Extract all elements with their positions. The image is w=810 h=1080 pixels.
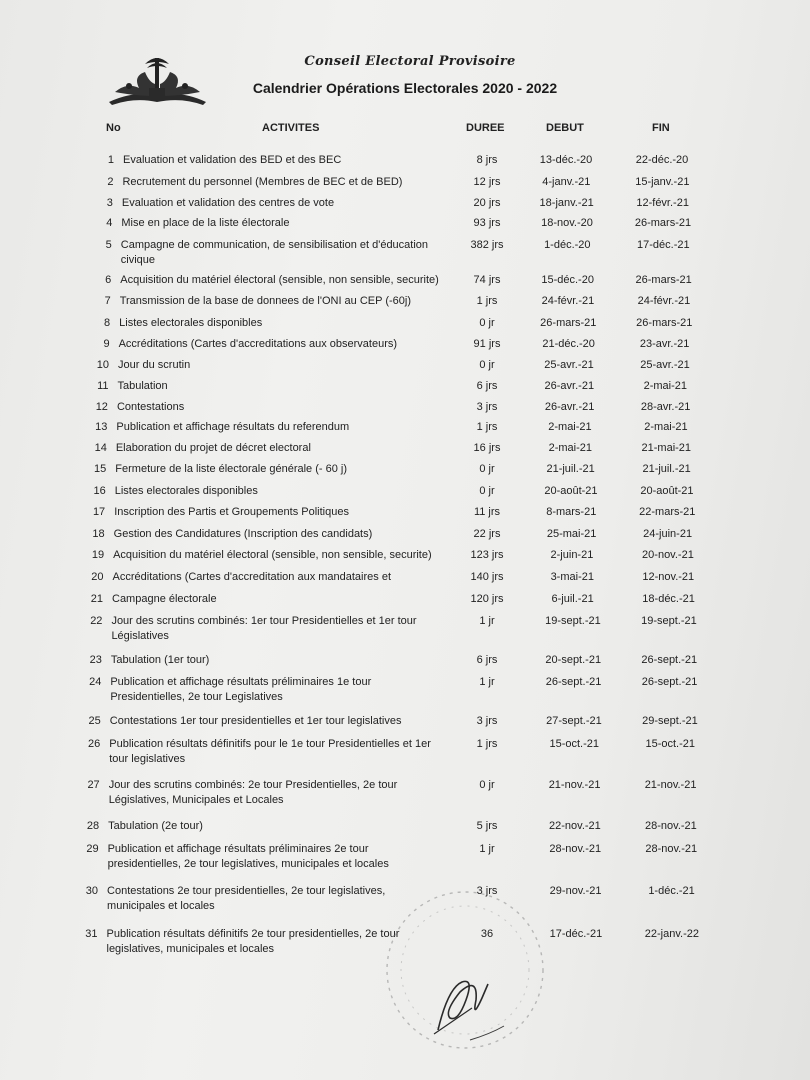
row-number: 26: [88, 738, 101, 750]
row-end-date: 24-févr.-21: [637, 295, 691, 307]
row-number: 15: [94, 463, 107, 475]
document-title: Calendrier Opérations Electorales 2020 - 2022: [252, 80, 558, 96]
council-name: Conseil Electoral Provisoire: [304, 54, 516, 69]
row-end-date: 26-mars-21: [636, 317, 693, 329]
row-number: 25: [88, 715, 101, 727]
row-activity: Elaboration du projet de décret electoral: [115, 442, 311, 454]
row-start-date: 15-déc.-20: [541, 274, 594, 286]
row-end-date: 29-sept.-21: [642, 715, 698, 727]
row-number: 4: [106, 217, 113, 229]
row-end-date: 22-déc.-20: [635, 154, 689, 166]
row-duration: 0 jr: [479, 779, 495, 791]
row-activity: Gestion des Candidatures (Inscription des candidats): [113, 528, 373, 540]
row-end-date: 15-oct.-21: [645, 738, 696, 750]
row-activity: Tabulation (1er tour): [110, 654, 210, 666]
header-activities: ACTIVITES: [262, 122, 320, 134]
row-end-date: 20-nov.-21: [642, 549, 694, 561]
row-end-date: 28-avr.-21: [640, 401, 691, 413]
row-start-date: 21-juil.-21: [546, 463, 595, 475]
row-end-date: 15-janv.-21: [635, 176, 690, 188]
row-activity: Contestations: [116, 401, 185, 413]
row-activity: Evaluation et validation des BED et des BEC: [123, 154, 342, 166]
row-activity: Jour des scrutins combinés: 2e tour Presidentielles, 2e tour Législatives, Municipales et Locales: [108, 779, 398, 806]
row-activity: Contestations 1er tour presidentielles et 1er tour legislatives: [109, 715, 402, 727]
row-start-date: 15-oct.-21: [549, 738, 600, 750]
row-start-date: 18-nov.-20: [541, 217, 593, 229]
row-duration: 12 jrs: [473, 176, 501, 188]
row-end-date: 19-sept.-21: [641, 615, 697, 627]
row-activity: Acquisition du matériel électoral (sensible, non sensible, securite): [113, 549, 432, 561]
row-number: 22: [90, 615, 103, 627]
row-number: 21: [90, 593, 103, 605]
row-end-date: 17-déc.-21: [637, 239, 690, 251]
row-activity: Tabulation: [117, 380, 168, 392]
row-number: 29: [86, 843, 99, 855]
row-end-date: 2-mai-21: [644, 421, 688, 433]
row-duration: 1 jr: [479, 676, 495, 688]
row-start-date: 6-juil.-21: [551, 593, 594, 605]
row-end-date: 21-mai-21: [641, 442, 692, 454]
row-duration: 0 jr: [479, 485, 495, 497]
row-activity: Recrutement du personnel (Membres de BEC et de BED): [122, 176, 403, 188]
row-duration: 140 jrs: [470, 571, 504, 583]
row-duration: 6 jrs: [476, 380, 498, 392]
row-number: 30: [85, 885, 99, 897]
row-activity: Accréditations (Cartes d'accreditation aux mandataires et: [112, 571, 392, 583]
row-duration: 6 jrs: [476, 654, 498, 666]
row-activity: Publication résultats définitifs 2e tour presidentielles, 2e tour legislatives, municipales et locales: [106, 928, 400, 955]
row-start-date: 26-avr.-21: [544, 380, 595, 392]
row-start-date: 28-nov.-21: [549, 843, 602, 855]
row-duration: 3 jrs: [476, 885, 498, 897]
row-number: 9: [103, 338, 110, 350]
row-activity: Jour des scrutins combinés: 1er tour Presidentielles et 1er tour Législatives: [111, 615, 417, 642]
row-end-date: 2-mai-21: [643, 380, 687, 392]
row-activity: Transmission de la base de donnees de l'ONI au CEP (-60j): [119, 295, 411, 307]
row-activity: Publication et affichage résultats du referendum: [116, 421, 350, 433]
row-number: 27: [87, 779, 100, 791]
row-activity: Acquisition du matériel électoral (sensible, non sensible, securite): [120, 274, 439, 286]
row-activity: Accréditations (Cartes d'accreditations aux observateurs): [118, 338, 398, 350]
row-activity: Campagne de communication, de sensibilisation et d'éducation civique: [120, 239, 429, 266]
row-start-date: 18-janv.-21: [539, 197, 594, 209]
row-duration: 0 jr: [479, 317, 495, 329]
row-start-date: 13-déc.-20: [539, 154, 593, 166]
row-duration: 0 jr: [479, 463, 495, 475]
row-activity: Tabulation (2e tour): [108, 820, 203, 832]
row-duration: 1 jrs: [476, 295, 498, 307]
row-number: 17: [92, 506, 106, 518]
row-activity: Publication et affichage résultats préliminaires 2e tour presidentielles, 2e tour legislatives, municipales et locales: [107, 843, 389, 870]
row-end-date: 22-mars-21: [639, 506, 696, 518]
row-start-date: 2-juin-21: [550, 549, 594, 561]
row-end-date: 18-déc.-21: [642, 593, 695, 605]
row-duration: 120 jrs: [470, 593, 504, 605]
row-number: 16: [93, 485, 106, 497]
row-start-date: 26-mars-21: [540, 317, 597, 329]
header-no: No: [106, 122, 121, 134]
row-start-date: 25-avr.-21: [544, 359, 594, 371]
row-duration: 1 jrs: [476, 421, 498, 433]
row-start-date: 29-nov.-21: [549, 885, 602, 897]
row-duration: 93 jrs: [473, 217, 501, 229]
row-activity: Contestations 2e tour presidentielles, 2e tour legislatives, municipales et locales: [107, 885, 386, 912]
row-number: 31: [85, 928, 98, 940]
row-start-date: 21-déc.-20: [542, 338, 595, 350]
row-duration: 382 jrs: [470, 239, 504, 251]
row-end-date: 12-nov.-21: [642, 571, 695, 583]
row-activity: Mise en place de la liste électorale: [121, 217, 290, 229]
row-duration: 91 jrs: [473, 338, 501, 350]
row-end-date: 26-mars-21: [634, 217, 692, 229]
row-number: 6: [105, 274, 112, 286]
row-duration: 20 jrs: [473, 197, 501, 209]
row-start-date: 3-mai-21: [550, 571, 594, 583]
row-number: 2: [107, 176, 114, 188]
row-end-date: 20-août-21: [640, 485, 694, 497]
row-activity: Campagne électorale: [112, 593, 217, 605]
row-start-date: 24-févr.-21: [541, 295, 595, 307]
row-start-date: 2-mai-21: [548, 421, 592, 433]
row-duration: 8 jrs: [476, 154, 498, 166]
row-duration: 3 jrs: [476, 401, 498, 413]
row-activity: Listes electorales disponibles: [114, 485, 258, 497]
row-end-date: 12-févr.-21: [636, 197, 689, 209]
row-end-date: 25-avr.-21: [640, 359, 690, 371]
coat-of-arms-logo: [105, 52, 210, 107]
header-end: FIN: [652, 122, 670, 134]
row-end-date: 26-sept.-21: [641, 676, 698, 688]
row-number: 7: [104, 295, 111, 307]
row-number: 28: [86, 820, 100, 832]
row-duration: 0 jr: [479, 359, 495, 371]
row-start-date: 26-avr.-21: [544, 401, 595, 413]
row-start-date: 20-août-21: [544, 485, 598, 497]
row-number: 14: [94, 442, 107, 454]
row-end-date: 26-mars-21: [635, 274, 692, 286]
row-start-date: 27-sept.-21: [546, 715, 602, 727]
row-end-date: 26-sept.-21: [641, 654, 698, 666]
row-activity: Evaluation et validation des centres de vote: [121, 197, 335, 209]
row-number: 8: [104, 317, 111, 329]
row-start-date: 20-sept.-21: [545, 654, 602, 666]
row-duration: 1 jr: [479, 615, 495, 627]
row-duration: 1 jr: [479, 843, 495, 855]
row-start-date: 26-sept.-21: [545, 676, 602, 688]
row-number: 5: [105, 239, 112, 251]
header-duration: DUREE: [466, 122, 505, 134]
row-end-date: 21-juil.-21: [642, 463, 691, 475]
row-end-date: 21-nov.-21: [644, 779, 697, 791]
row-number: 11: [97, 380, 109, 392]
row-number: 23: [89, 654, 102, 666]
row-start-date: 4-janv.-21: [542, 176, 591, 188]
row-activity: Jour du scrutin: [118, 359, 191, 371]
row-start-date: 1-déc.-20: [544, 239, 591, 251]
row-duration: 22 jrs: [473, 528, 501, 540]
row-start-date: 2-mai-21: [548, 442, 592, 454]
row-number: 13: [95, 421, 108, 433]
row-start-date: 19-sept.-21: [545, 615, 601, 627]
row-duration: 74 jrs: [473, 274, 501, 286]
row-duration: 3 jrs: [476, 715, 498, 727]
row-end-date: 22-janv.-22: [644, 928, 699, 940]
row-end-date: 23-avr.-21: [639, 338, 690, 350]
row-duration: 123 jrs: [470, 549, 504, 561]
header-start: DEBUT: [546, 122, 584, 134]
row-activity: Publication et affichage résultats préliminaires 1e tour Presidentielles, 2e tour Legislatives: [110, 676, 372, 703]
row-activity: Publication résultats définitifs pour le 1e tour Presidentielles et 1er tour legislatives: [109, 738, 431, 765]
row-duration: 11 jrs: [473, 506, 501, 518]
row-number: 20: [91, 571, 104, 583]
row-start-date: 22-nov.-21: [549, 820, 601, 832]
row-duration: 16 jrs: [473, 442, 501, 454]
row-number: 18: [92, 528, 105, 540]
row-activity: Listes electorales disponibles: [119, 317, 263, 329]
row-activity: Inscription des Partis et Groupements Politiques: [114, 506, 349, 518]
row-start-date: 21-nov.-21: [548, 779, 601, 791]
row-end-date: 28-nov.-21: [645, 843, 698, 855]
row-duration: 5 jrs: [476, 820, 498, 832]
row-duration: 36: [480, 928, 494, 940]
row-end-date: 1-déc.-21: [648, 885, 695, 897]
row-number: 19: [91, 549, 105, 561]
row-start-date: 8-mars-21: [546, 506, 597, 518]
row-duration: 1 jrs: [476, 738, 498, 750]
row-end-date: 28-nov.-21: [645, 820, 697, 832]
row-number: 24: [89, 676, 102, 688]
row-number: 3: [106, 197, 113, 209]
row-start-date: 17-déc.-21: [549, 928, 603, 940]
row-start-date: 25-mai-21: [546, 528, 597, 540]
row-end-date: 24-juin-21: [643, 528, 693, 540]
row-number: 12: [95, 401, 108, 413]
row-activity: Fermeture de la liste électorale générale (- 60 j): [115, 463, 348, 475]
row-number: 1: [107, 154, 114, 166]
row-number: 10: [96, 359, 110, 371]
